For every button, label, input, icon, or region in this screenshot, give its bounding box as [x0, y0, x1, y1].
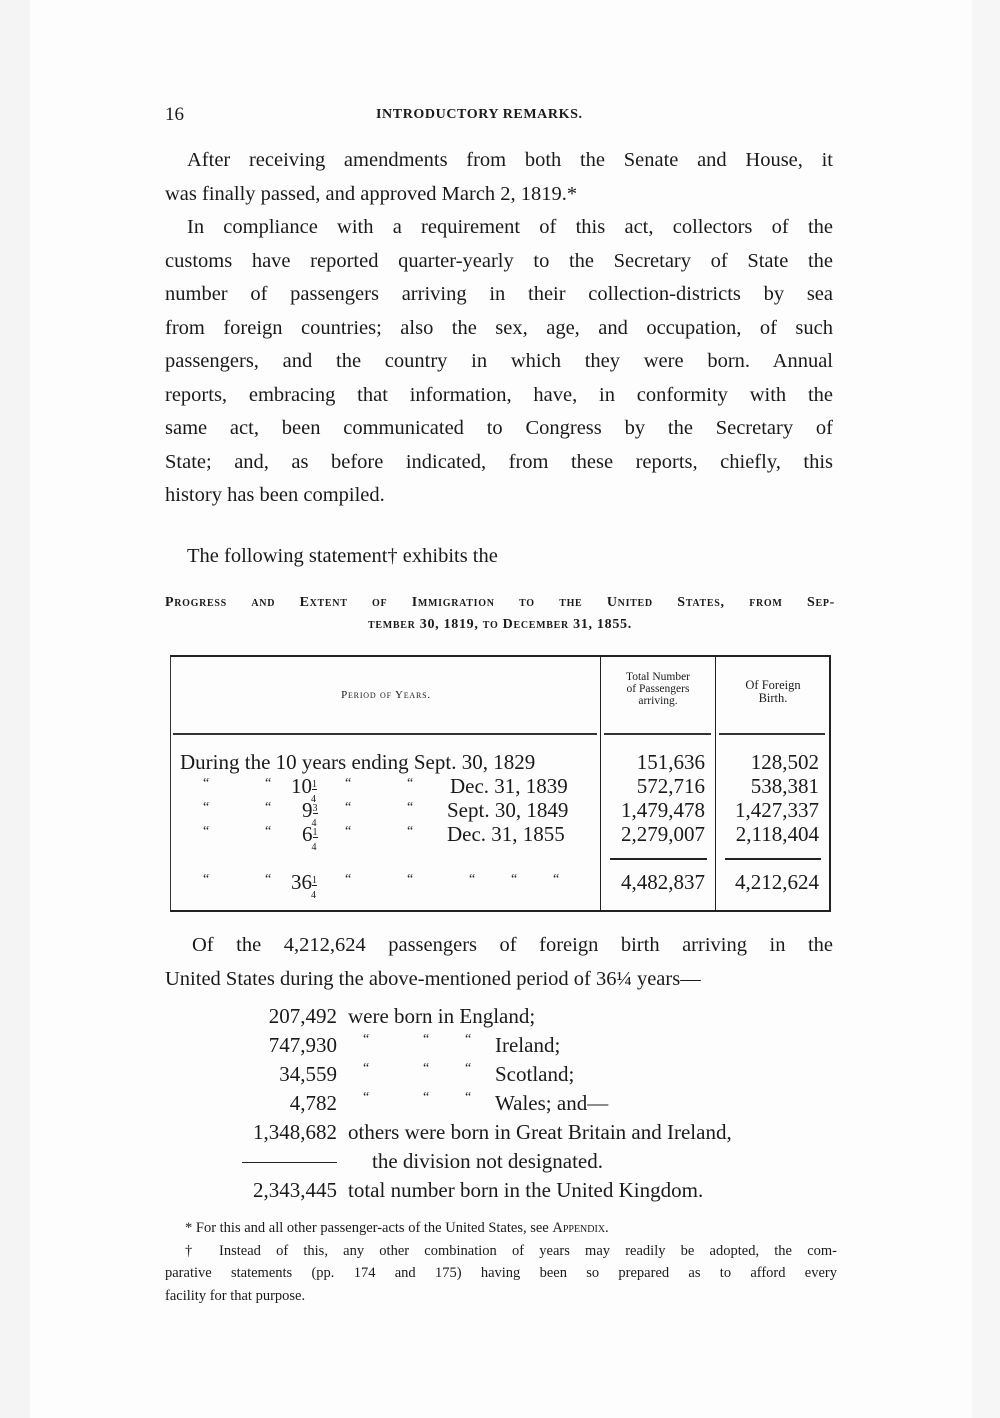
running-head-title: INTRODUCTORY REMARKS. [376, 107, 583, 122]
footnotes [165, 1217, 837, 1307]
period-years: $36^1$ 4 [291, 870, 317, 901]
text-line: reports, embracing that information, have, in conformity with the [165, 383, 833, 406]
period-years: $9^3$ 4 [302, 798, 318, 829]
period-years: $6^1$ 4 [302, 822, 318, 853]
header-rule [719, 733, 825, 735]
text-line: United States during the above-mentioned period of 36¼ years— [165, 967, 701, 990]
table-row [171, 750, 830, 774]
page-number: 16 [165, 104, 184, 125]
period-date: Dec. 31, 1855 [447, 822, 565, 846]
appendix-reference: Appendix. [552, 1220, 609, 1236]
header-period: Period of Years. [341, 689, 431, 701]
birth-paragraph [165, 929, 833, 996]
text-line: from foreign countries; also the sex, age, and occupation, of such [165, 316, 833, 339]
total-cell: 151,636 [636, 750, 705, 774]
table-row: “ “ $6^1$ 4 “ “ Dec. 31, 1855 2,279,007 2,118,404 [203, 822, 819, 853]
footnote-dagger-line: facility for that purpose. [165, 1287, 306, 1304]
period-cell: During the 10 years ending Sept. 30, 1829 [180, 750, 536, 774]
text-line: was finally passed, and approved March 2, 1819.* [165, 182, 578, 205]
foreign-cell: 538,381 [750, 774, 819, 798]
table-row: “ “ $9^3$ 4 “ “ Sept. 30, 1849 1,479,478 1,427,337 [203, 798, 819, 829]
header-total-passengers: Total Number of Passengers arriving. [625, 671, 691, 707]
foreign-cell: 2,118,404 [735, 822, 819, 846]
header-rule [604, 733, 711, 735]
paragraph-1 [165, 144, 833, 211]
footnote-dagger-line: parative statements (pp. 174 and 175) having been so prepared as to afford every [165, 1265, 837, 1281]
text-line: After receiving amendments from both the Senate and House, it [187, 149, 833, 171]
book-page: 16 INTRODUCTORY REMARKS. After receiving amendments from both the Senate and House, it was finally passed, and approved March 2, 1819.* In compliance with a requirement of this act, collectors of the customs have reported quarter-yearly to the Secretary of State the number of passengers arriving in their collection-districts by sea from foreign countries; also the sex, age, and occupation, of such passengers, and the country in which they were born. Annual reports, embracing that information, have, in conformity with the same act, been communicated to Congress by the Secretary of State; and, as before indicated, from these reports, chiefly, this history has been compiled. The following statement† exhibits the Progress and Extent of Immigration to the United States, from Sep- tember 30, 1819, to December 31, 1855. Period of Years. Total Number of Passengers arriving. Of Foreign Birth. During the 10 years ending Sept. 30, 1829 151,636 128,502 “ “ $10^1$ 4 “ “ Dec. 31, 1839 572,716 538,381 “ “ $9^3$ 4 “ “ Sept. 30, 1849 1,479,478 1,427,337 “ “ $6^1$ 4 “ “ Dec. 31, 1855 2,279,007 2,118,404 “ “ $36^1$ 4 “ “ “ “ “ 4,482,837 4,212,624 Of the 4,212,624 passengers of foreign birth arriving in the United States during the above-mentioned period of 36¼ years— 207,492 were born in England; 747,930 “ “ “ Ireland; 34,559 “ “ “ Scotland; 4,782 “ “ “ Wales; and— 1,348,682 others were born in Great Britain and Ireland, the division not designated. 2,343,445 total number born in the United Kingdom. * For this and all other passenger-acts of the United States, see Appendix. † Instead of this, any other combination of years may readily be adopted, the com- parative statements (pp. 174 and 175) having been so prepared as to afford every facility for that purpose. [0, 0, 1000, 1418]
period-date: Sept. 30, 1849 [447, 798, 569, 822]
header-rule [173, 733, 597, 735]
immigration-table [170, 655, 831, 912]
statement-intro: The following statement† exhibits the [187, 545, 498, 567]
header-foreign-birth: Of Foreign Birth. [745, 678, 801, 705]
total-cell: 572,716 [636, 774, 705, 798]
sum-rule [725, 858, 821, 860]
text-line: Of the 4,212,624 passengers of foreign birth arriving in the [192, 934, 833, 956]
period-date: Dec. 31, 1839 [450, 774, 568, 798]
caption-line-1: Progress and Extent of Immigration to the United States, from Sep- [165, 595, 835, 610]
table-total-row: “ “ $36^1$ 4 “ “ “ “ “ 4,482,837 4,212,624 [203, 870, 819, 901]
text-line: history has been compiled. [165, 484, 385, 506]
foreign-cell: 1,427,337 [735, 798, 819, 822]
running-head [165, 104, 835, 128]
sum-rule [610, 858, 707, 860]
table-row: “ “ $10^1$ 4 “ “ Dec. 31, 1839 572,716 538,381 [203, 774, 819, 805]
caption-line-2: tember 30, 1819, to December 31, 1855. [368, 617, 632, 632]
table-caption [165, 592, 835, 636]
foreign-cell: 128,502 [750, 750, 819, 774]
foreign-cell: 4,212,624 [735, 870, 819, 894]
footnote-star: * For this and all other passenger-acts of the United States, see Appendix. [185, 1220, 609, 1236]
sum-rule [242, 1162, 337, 1163]
footnote-dagger-line: † Instead of this, any other combination of years may readily be adopted, the com- [185, 1242, 837, 1259]
total-cell: 1,479,478 [621, 798, 705, 822]
text-line: passengers, and the country in which they were born. Annual [165, 350, 833, 372]
text-line: In compliance with a requirement of this act, collectors of the [187, 216, 833, 238]
text-line: number of passengers arriving in their collection-districts by sea [165, 283, 833, 305]
total-cell: 2,279,007 [621, 822, 705, 846]
text-line: State; and, as before indicated, from these reports, chiefly, this [165, 450, 833, 473]
total-cell: 4,482,837 [621, 870, 705, 894]
paragraph-2 [165, 211, 833, 513]
text-line: same act, been communicated to Congress by the Secretary of [165, 417, 833, 439]
period-years: $10^1$ 4 [291, 774, 317, 805]
text-line: customs have reported quarter-yearly to the Secretary of State the [165, 249, 833, 272]
